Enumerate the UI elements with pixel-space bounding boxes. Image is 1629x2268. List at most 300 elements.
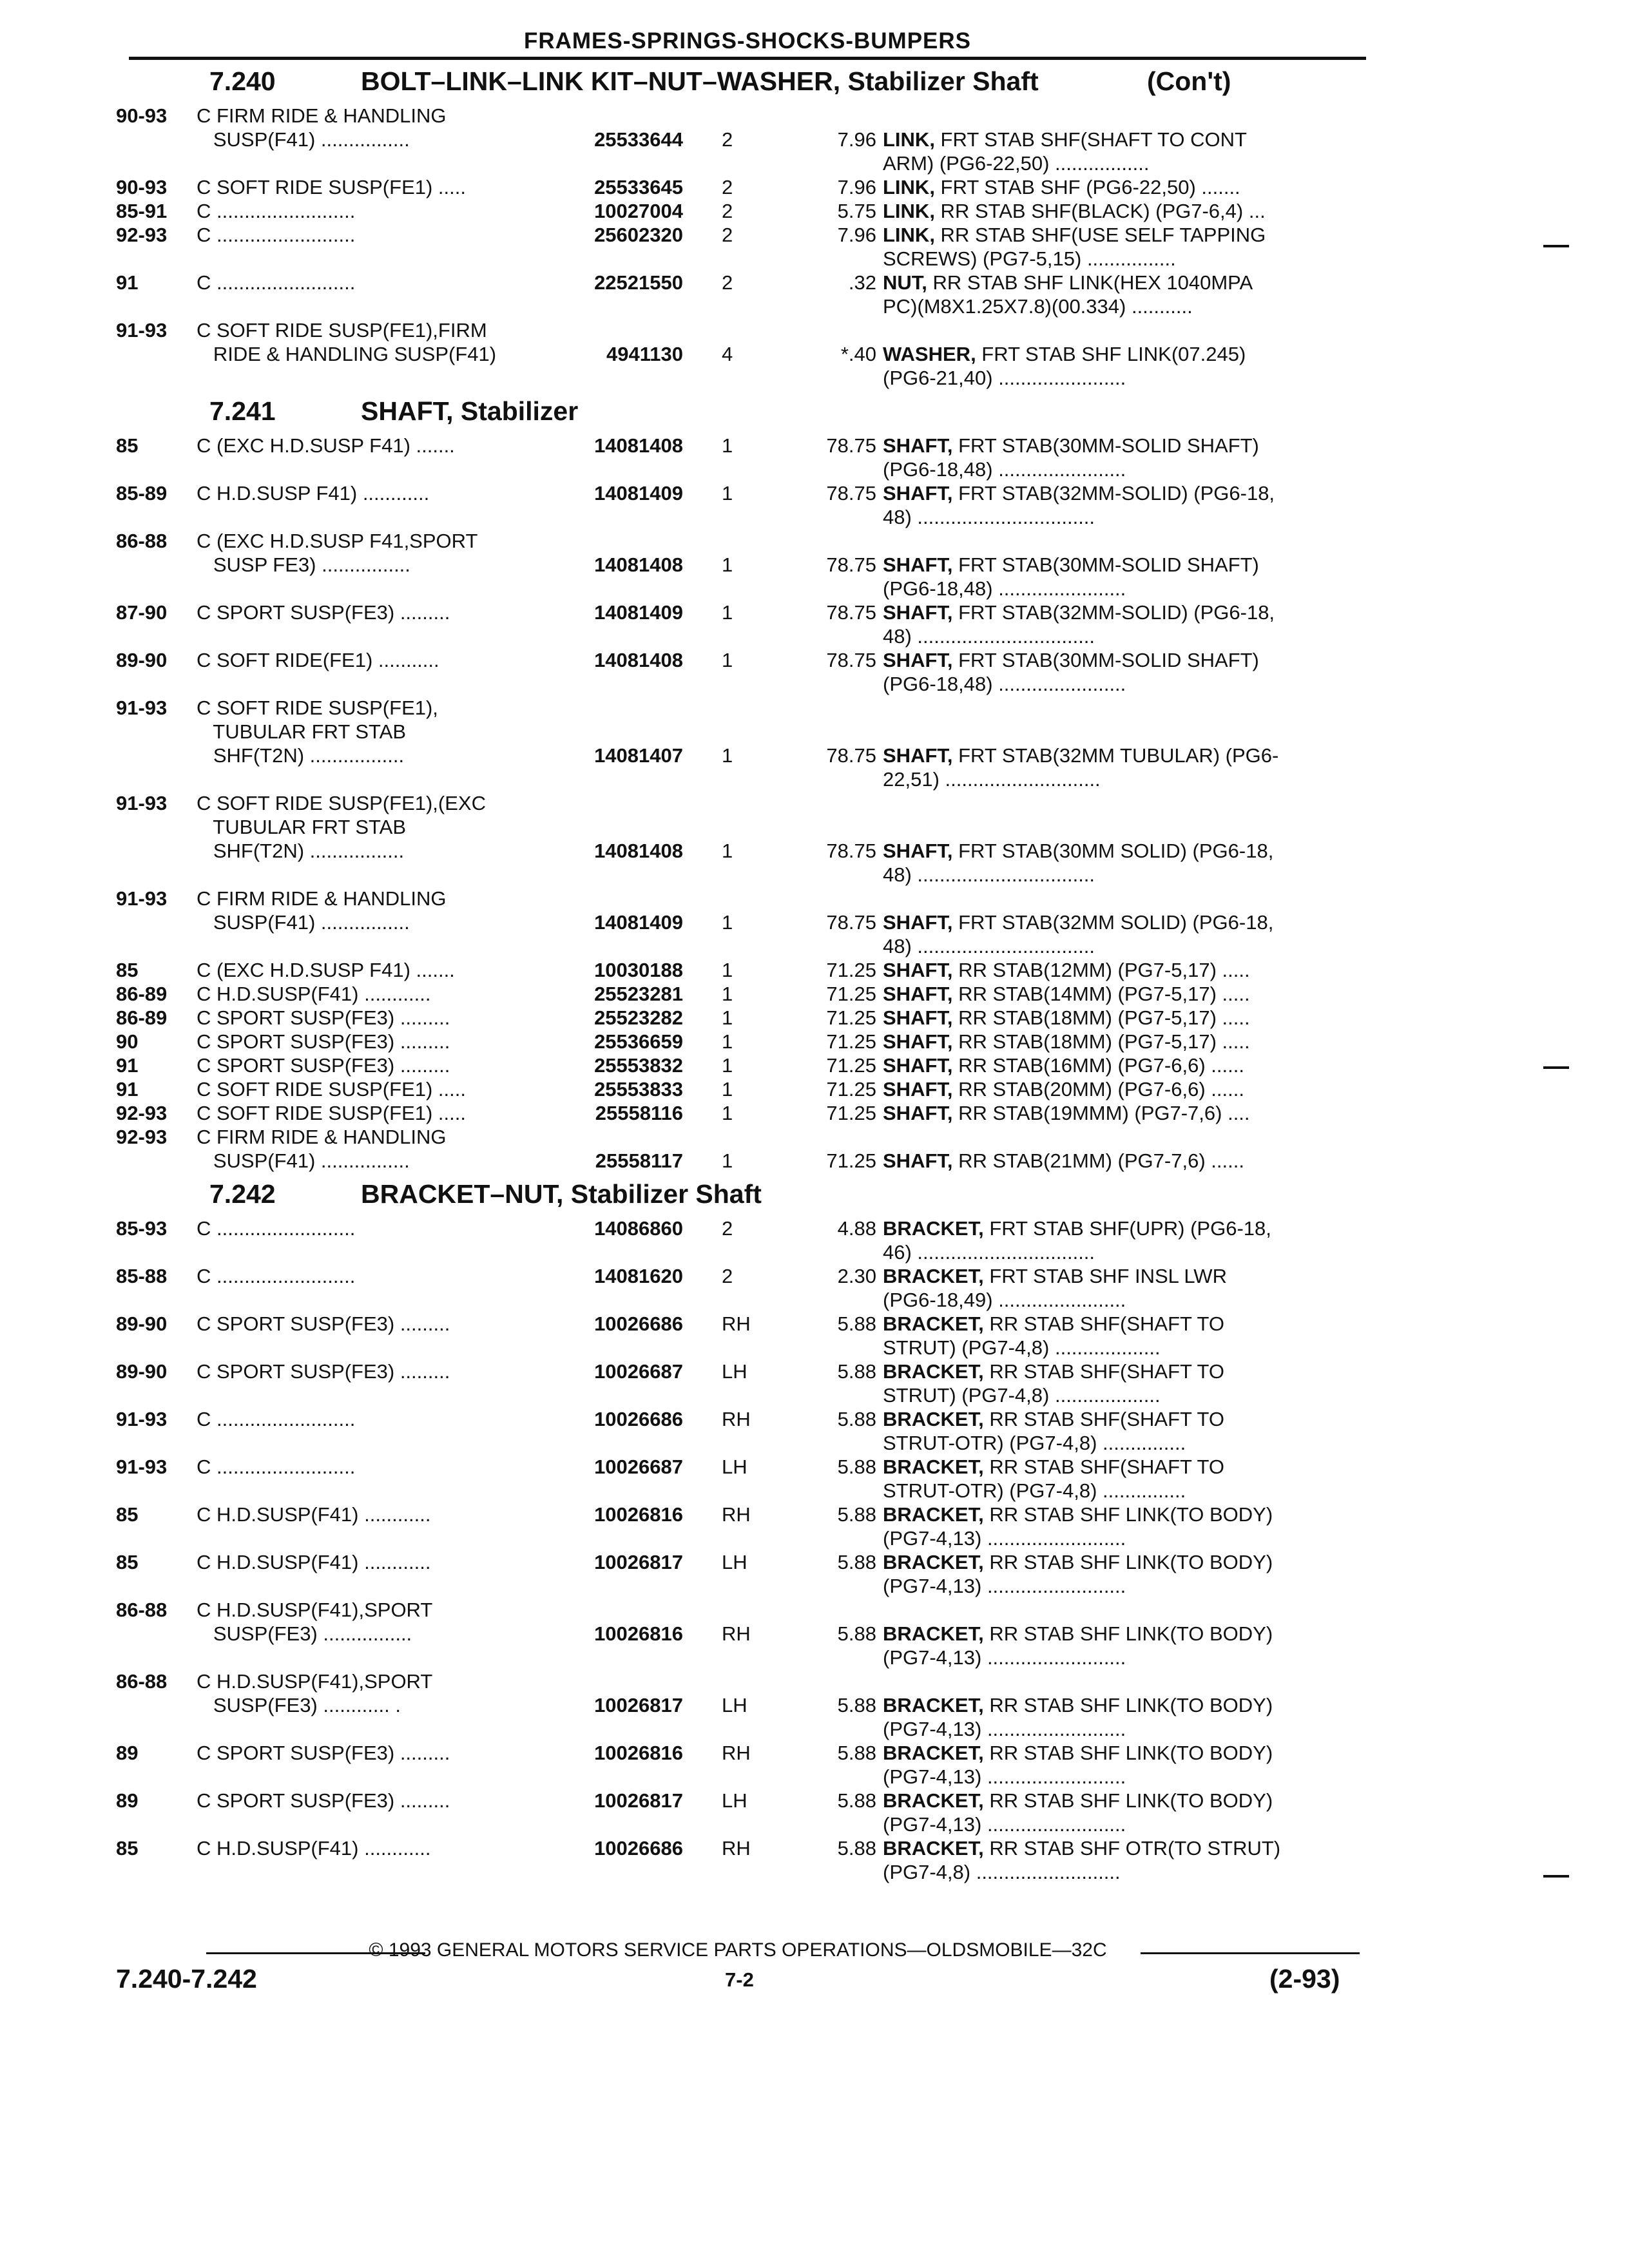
part-number: 25558117 (595, 1149, 683, 1172)
part-name: BRACKET, (883, 1837, 984, 1860)
part-name: SHAFT, (883, 649, 953, 671)
model-years: 89 (116, 1742, 139, 1764)
model-years: 85-91 (116, 200, 168, 222)
part-number: 25553833 (594, 1078, 683, 1100)
part-detail: RR STAB SHF LINK(HEX 1040MPA PC)(M8X1.25X7.8)(00.334) ........... (883, 271, 1253, 318)
section-number: 7.242 (209, 1179, 276, 1209)
part-row (116, 1789, 1353, 1836)
part-price: 2.30 (837, 1265, 876, 1287)
part-quantity: 1 (722, 983, 733, 1005)
part-application: C FIRM RIDE & HANDLING SUSP(F41) ................ (197, 1126, 447, 1172)
part-description (883, 982, 1356, 1006)
section-title (361, 66, 1039, 97)
part-name: SHAFT, (883, 601, 953, 624)
part-application: C SPORT SUSP(FE3) ......... (197, 1030, 450, 1053)
part-name: SHAFT, (883, 1078, 953, 1100)
part-row (116, 104, 1353, 175)
footer-page-number: 7-2 (725, 1968, 754, 1991)
part-detail: RR STAB(16MM) (PG7-6,6) ...... (952, 1054, 1244, 1077)
part-quantity: 1 (722, 959, 733, 981)
part-row (116, 1669, 1353, 1741)
part-application: C SPORT SUSP(FE3) ......... (197, 1360, 450, 1383)
part-detail: RR STAB(12MM) (PG7-5,17) ..... (952, 959, 1250, 981)
margin-tick (1543, 245, 1569, 247)
part-row (116, 223, 1353, 271)
part-detail: FRT STAB SHF(UPR) (PG6-18, 46) ................................ (883, 1217, 1271, 1264)
part-name: SHAFT, (883, 840, 953, 862)
part-description (883, 1053, 1356, 1077)
part-name: BRACKET, (883, 1551, 984, 1573)
model-years: 91-93 (116, 1456, 168, 1478)
model-years: 85 (116, 959, 139, 981)
part-number: 25523281 (594, 983, 683, 1005)
part-price: 71.25 (826, 983, 876, 1005)
part-number: 10026686 (594, 1408, 683, 1430)
part-price: 5.88 (837, 1551, 876, 1573)
part-detail: FRT STAB(32MM TUBULAR) (PG6- 22,51) ............................ (883, 744, 1279, 791)
part-number: 10026817 (594, 1694, 683, 1716)
part-price: 78.75 (826, 840, 876, 862)
part-price: 71.25 (826, 1149, 876, 1172)
part-detail: RR STAB SHF LINK(TO BODY) (PG7-4,13) ......................... (883, 1742, 1273, 1788)
part-application: C ......................... (197, 271, 356, 294)
section-continued: (Con't) (1147, 66, 1231, 96)
part-row (116, 1407, 1353, 1455)
part-name: SHAFT, (883, 1149, 953, 1172)
section-title-sub: Stabilizer Shaft (570, 1179, 762, 1209)
part-quantity: 1 (722, 1078, 733, 1100)
part-detail: RR STAB(21MM) (PG7-7,6) ...... (952, 1149, 1244, 1172)
part-price: 5.88 (837, 1694, 876, 1716)
part-description (883, 1360, 1356, 1407)
part-detail: FRT STAB(30MM-SOLID SHAFT) (PG6-18,48) ....................... (883, 434, 1259, 481)
part-row (116, 601, 1353, 648)
part-quantity: 2 (722, 224, 733, 246)
part-name: LINK, (883, 224, 935, 246)
part-number: 10026687 (594, 1360, 683, 1383)
part-price: 71.25 (826, 1078, 876, 1100)
parts-content (116, 60, 1353, 1884)
part-detail: FRT STAB SHF(SHAFT TO CONT ARM) (PG6-22,50) ................. (883, 128, 1247, 175)
part-detail: RR STAB SHF(SHAFT TO STRUT-OTR) (PG7-4,8) ............... (883, 1408, 1224, 1454)
model-years: 85-88 (116, 1265, 168, 1287)
part-price: 78.75 (826, 744, 876, 767)
part-row (116, 1264, 1353, 1312)
part-detail: RR STAB(18MM) (PG7-5,17) ..... (952, 1030, 1250, 1053)
footer-date: (2-93) (1269, 1964, 1340, 1994)
margin-tick (1543, 1066, 1569, 1069)
part-number: 25533645 (594, 176, 683, 198)
part-quantity: LH (722, 1694, 747, 1716)
part-quantity: LH (722, 1360, 747, 1383)
model-years: 92-93 (116, 224, 168, 246)
part-application: C SPORT SUSP(FE3) ......... (197, 1742, 450, 1764)
part-name: BRACKET, (883, 1789, 984, 1812)
part-description (883, 1312, 1356, 1360)
part-row (116, 1550, 1353, 1598)
model-years: 85-93 (116, 1217, 168, 1240)
part-price: *.40 (840, 343, 876, 365)
part-detail: RR STAB(19MMM) (PG7-7,6) .... (952, 1102, 1250, 1124)
part-detail: RR STAB SHF(USE SELF TAPPING SCREWS) (PG7-5,15) ................ (883, 224, 1266, 270)
part-number: 14081408 (594, 434, 683, 457)
part-detail: RR STAB SHF OTR(TO STRUT) (PG7-4,8) .......................... (883, 1837, 1281, 1883)
section-title-main: BRACKET–NUT, (361, 1179, 571, 1209)
part-description (883, 910, 1356, 958)
model-years: 92-93 (116, 1126, 168, 1148)
part-detail: RR STAB SHF(BLACK) (PG7-6,4) ... (934, 200, 1266, 222)
part-price: 5.88 (837, 1456, 876, 1478)
part-quantity: 1 (722, 434, 733, 457)
part-detail: FRT STAB SHF (PG6-22,50) ....... (934, 176, 1240, 198)
part-description (883, 1006, 1356, 1030)
model-years: 91-93 (116, 887, 168, 910)
part-quantity: 1 (722, 744, 733, 767)
part-name: SHAFT, (883, 911, 953, 934)
part-description (883, 271, 1356, 318)
part-detail: FRT STAB(30MM SOLID) (PG6-18, 48) ................................ (883, 840, 1274, 886)
part-application: C H.D.SUSP(F41) ............ (197, 1503, 431, 1526)
model-years: 87-90 (116, 601, 168, 624)
part-description (883, 434, 1356, 481)
part-quantity: 1 (722, 911, 733, 934)
part-description (883, 1216, 1356, 1264)
part-number: 25523282 (594, 1006, 683, 1029)
part-name: WASHER, (883, 343, 976, 365)
model-years: 90 (116, 1030, 139, 1053)
part-price: 71.25 (826, 1030, 876, 1053)
catalog-page (116, 26, 1353, 1884)
part-detail: RR STAB SHF LINK(TO BODY) (PG7-4,13) ......................... (883, 1503, 1273, 1550)
part-quantity: 1 (722, 649, 733, 671)
section-heading (116, 1173, 1353, 1216)
part-price: 78.75 (826, 601, 876, 624)
part-detail: RR STAB SHF(SHAFT TO STRUT) (PG7-4,8) ................... (883, 1312, 1224, 1359)
model-years: 90-93 (116, 104, 168, 127)
part-price: 7.96 (837, 128, 876, 151)
part-quantity: RH (722, 1742, 751, 1764)
part-price: 71.25 (826, 1102, 876, 1124)
part-description (883, 1741, 1356, 1789)
model-years: 89-90 (116, 649, 168, 671)
footer-rule-right (1141, 1952, 1360, 1954)
part-detail: FRT STAB(30MM-SOLID SHAFT) (PG6-18,48) ....................... (883, 649, 1259, 695)
part-quantity: LH (722, 1551, 747, 1573)
part-application: C H.D.SUSP(F41) ............ (197, 983, 431, 1005)
part-application: C (EXC H.D.SUSP F41,SPORT SUSP FE3) ................ (197, 530, 478, 576)
part-detail: RR STAB SHF LINK(TO BODY) (PG7-4,13) ......................... (883, 1694, 1273, 1740)
part-name: BRACKET, (883, 1503, 984, 1526)
part-number: 10026816 (594, 1742, 683, 1764)
model-years: 91-93 (116, 697, 168, 719)
part-detail: FRT STAB(30MM-SOLID SHAFT) (PG6-18,48) ....................... (883, 553, 1259, 600)
part-row (116, 887, 1353, 958)
part-name: BRACKET, (883, 1360, 984, 1383)
part-application: C SOFT RIDE SUSP(FE1),FIRM RIDE & HANDLING SUSP(F41) (197, 319, 497, 365)
part-row (116, 1053, 1353, 1077)
part-description (883, 1836, 1356, 1884)
part-name: NUT, (883, 271, 927, 294)
part-application: C FIRM RIDE & HANDLING SUSP(F41) ................ (197, 104, 447, 151)
part-description (883, 1455, 1356, 1503)
part-number: 14081408 (594, 553, 683, 576)
margin-tick (1543, 1875, 1569, 1878)
part-description (883, 1789, 1356, 1836)
part-row (116, 481, 1353, 529)
part-application: C ......................... (197, 1217, 356, 1240)
part-price: 71.25 (826, 1006, 876, 1029)
part-application: C ......................... (197, 1408, 356, 1430)
part-application: C SPORT SUSP(FE3) ......... (197, 1789, 450, 1812)
part-detail: RR STAB SHF LINK(TO BODY) (PG7-4,13) ......................... (883, 1551, 1273, 1597)
part-number: 14081409 (594, 482, 683, 505)
part-quantity: 2 (722, 1265, 733, 1287)
part-number: 14081620 (594, 1265, 683, 1287)
part-price: 5.88 (837, 1622, 876, 1645)
part-number: 14081408 (594, 649, 683, 671)
part-description (883, 1149, 1356, 1173)
part-number: 10027004 (594, 200, 683, 222)
part-number: 10026686 (594, 1837, 683, 1860)
part-quantity: 1 (722, 1054, 733, 1077)
part-description (883, 1264, 1356, 1312)
part-detail: FRT STAB(32MM SOLID) (PG6-18, 48) ................................ (883, 911, 1274, 957)
model-years: 85-89 (116, 482, 168, 505)
part-quantity: LH (722, 1789, 747, 1812)
part-quantity: LH (722, 1456, 747, 1478)
part-number: 14081409 (594, 601, 683, 624)
part-description (883, 1101, 1356, 1125)
model-years: 91 (116, 1054, 139, 1077)
part-price: 78.75 (826, 553, 876, 576)
part-application: C (EXC H.D.SUSP F41) ....... (197, 434, 455, 457)
part-number: 14081408 (594, 840, 683, 862)
part-detail: FRT STAB SHF LINK(07.245) (PG6-21,40) ....................... (883, 343, 1246, 389)
part-name: BRACKET, (883, 1217, 984, 1240)
part-application: C ......................... (197, 1456, 356, 1478)
part-quantity: 1 (722, 553, 733, 576)
part-name: SHAFT, (883, 434, 953, 457)
model-years: 86-88 (116, 530, 168, 552)
model-years: 91-93 (116, 1408, 168, 1430)
model-years: 85 (116, 434, 139, 457)
part-description (883, 342, 1356, 390)
part-application: C ......................... (197, 1265, 356, 1287)
part-description (883, 199, 1356, 223)
part-application: C SPORT SUSP(FE3) ......... (197, 1054, 450, 1077)
part-application: C H.D.SUSP(F41),SPORT SUSP(FE3) ............ . (197, 1670, 433, 1716)
part-description (883, 1622, 1356, 1669)
part-application: C SOFT RIDE SUSP(FE1) ..... (197, 1078, 466, 1100)
section-title (361, 396, 578, 427)
part-description (883, 839, 1356, 887)
part-price: 4.88 (837, 1217, 876, 1240)
part-row (116, 318, 1353, 390)
part-description (883, 128, 1356, 175)
model-years: 91-93 (116, 792, 168, 814)
section-title-main: SHAFT, (361, 396, 461, 426)
part-detail: RR STAB(18MM) (PG7-5,17) ..... (952, 1006, 1250, 1029)
part-number: 25602320 (594, 224, 683, 246)
part-quantity: 1 (722, 1030, 733, 1053)
part-number: 25533644 (594, 128, 683, 151)
part-description (883, 1693, 1356, 1741)
part-number: 10026687 (594, 1456, 683, 1478)
part-application: C ......................... (197, 200, 356, 222)
part-detail: FRT STAB(32MM-SOLID) (PG6-18, 48) ................................ (883, 601, 1275, 648)
part-name: BRACKET, (883, 1265, 984, 1287)
part-name: SHAFT, (883, 553, 953, 576)
part-price: 7.96 (837, 176, 876, 198)
model-years: 85 (116, 1837, 139, 1860)
part-number: 22521550 (594, 271, 683, 294)
part-description (883, 601, 1356, 648)
part-row (116, 1455, 1353, 1503)
section-title-sub: Stabilizer (460, 396, 579, 426)
part-name: SHAFT, (883, 482, 953, 505)
part-price: 7.96 (837, 224, 876, 246)
part-row (116, 791, 1353, 887)
part-row (116, 696, 1353, 791)
part-number: 10030188 (594, 959, 683, 981)
section-title-sub: Stabilizer Shaft (847, 66, 1039, 96)
part-name: BRACKET, (883, 1312, 984, 1335)
part-row (116, 1598, 1353, 1669)
part-name: BRACKET, (883, 1408, 984, 1430)
part-row (116, 1006, 1353, 1030)
part-row (116, 648, 1353, 696)
part-number: 14081409 (594, 911, 683, 934)
part-description (883, 481, 1356, 529)
part-quantity: 2 (722, 200, 733, 222)
part-quantity: RH (722, 1622, 751, 1645)
model-years: 91-93 (116, 319, 168, 341)
part-price: 71.25 (826, 1054, 876, 1077)
part-description (883, 1407, 1356, 1455)
model-years: 89-90 (116, 1312, 168, 1335)
part-price: 78.75 (826, 482, 876, 505)
part-description (883, 1550, 1356, 1598)
part-row (116, 175, 1353, 199)
part-row (116, 1030, 1353, 1053)
part-number: 4941130 (606, 343, 683, 365)
model-years: 85 (116, 1503, 139, 1526)
part-price: 5.88 (837, 1312, 876, 1335)
part-price: 78.75 (826, 911, 876, 934)
part-application: C H.D.SUSP(F41),SPORT SUSP(FE3) ................ (197, 1599, 433, 1645)
part-price: 71.25 (826, 959, 876, 981)
part-quantity: 1 (722, 1102, 733, 1124)
part-quantity: RH (722, 1503, 751, 1526)
part-price: 5.88 (837, 1360, 876, 1383)
part-application: C SOFT RIDE SUSP(FE1),(EXC TUBULAR FRT STAB SHF(T2N) ................. (197, 792, 486, 862)
part-detail: RR STAB SHF LINK(TO BODY) (PG7-4,13) ......................... (883, 1622, 1273, 1669)
part-row (116, 1741, 1353, 1789)
part-price: 78.75 (826, 649, 876, 671)
part-application: C SOFT RIDE SUSP(FE1) ..... (197, 1102, 466, 1124)
part-name: BRACKET, (883, 1742, 984, 1764)
part-name: BRACKET, (883, 1694, 984, 1716)
part-row (116, 199, 1353, 223)
part-row (116, 1101, 1353, 1125)
part-quantity: RH (722, 1408, 751, 1430)
part-quantity: 2 (722, 271, 733, 294)
part-number: 14081407 (594, 744, 683, 767)
part-row (116, 1125, 1353, 1173)
part-row (116, 1216, 1353, 1264)
part-number: 10026686 (594, 1312, 683, 1335)
model-years: 86-89 (116, 1006, 168, 1029)
model-years: 91 (116, 1078, 139, 1100)
part-description (883, 1503, 1356, 1550)
part-row (116, 1360, 1353, 1407)
part-detail: RR STAB SHF(SHAFT TO STRUT-OTR) (PG7-4,8) ............... (883, 1456, 1224, 1502)
model-years: 86-88 (116, 1670, 168, 1693)
part-detail: RR STAB SHF LINK(TO BODY) (PG7-4,13) ......................... (883, 1789, 1273, 1836)
section-title (361, 1179, 762, 1209)
part-quantity: 1 (722, 1006, 733, 1029)
part-number: 25553832 (594, 1054, 683, 1077)
part-application: C ......................... (197, 224, 356, 246)
part-application: C SPORT SUSP(FE3) ......... (197, 1006, 450, 1029)
part-row (116, 1836, 1353, 1884)
part-description (883, 553, 1356, 601)
part-row (116, 958, 1353, 982)
part-application: C H.D.SUSP F41) ............ (197, 482, 430, 505)
part-number: 10026816 (594, 1503, 683, 1526)
part-price: .32 (848, 271, 876, 294)
part-name: SHAFT, (883, 1030, 953, 1053)
part-price: 5.75 (837, 200, 876, 222)
part-row (116, 982, 1353, 1006)
model-years: 86-88 (116, 1599, 168, 1621)
part-quantity: 2 (722, 1217, 733, 1240)
part-number: 10026817 (594, 1789, 683, 1812)
part-price: 5.88 (837, 1789, 876, 1812)
part-detail: RR STAB(14MM) (PG7-5,17) ..... (952, 983, 1250, 1005)
part-row (116, 1312, 1353, 1360)
part-application: C SOFT RIDE SUSP(FE1), TUBULAR FRT STAB SHF(T2N) ................. (197, 697, 438, 767)
part-quantity: 1 (722, 1149, 733, 1172)
part-name: SHAFT, (883, 1006, 953, 1029)
part-row (116, 1503, 1353, 1550)
section-heading (116, 60, 1353, 104)
part-row (116, 529, 1353, 601)
page-header: FRAMES-SPRINGS-SHOCKS-BUMPERS (523, 28, 972, 53)
part-number: 14086860 (594, 1217, 683, 1240)
part-description (883, 1030, 1356, 1053)
part-description (883, 958, 1356, 982)
section-title-main: BOLT–LINK–LINK KIT–NUT–WASHER, (361, 66, 848, 96)
part-name: SHAFT, (883, 959, 953, 981)
part-number: 10026816 (594, 1622, 683, 1645)
part-application: C SOFT RIDE SUSP(FE1) ..... (197, 176, 466, 198)
part-name: SHAFT, (883, 1102, 953, 1124)
part-price: 5.88 (837, 1503, 876, 1526)
part-name: BRACKET, (883, 1456, 984, 1478)
model-years: 91 (116, 271, 139, 294)
part-row (116, 434, 1353, 481)
part-detail: RR STAB(20MM) (PG7-6,6) ...... (952, 1078, 1244, 1100)
part-name: LINK, (883, 176, 935, 198)
part-quantity: RH (722, 1312, 751, 1335)
part-application: C H.D.SUSP(F41) ............ (197, 1551, 431, 1573)
part-quantity: 2 (722, 128, 733, 151)
part-quantity: 1 (722, 601, 733, 624)
part-description (883, 648, 1356, 696)
part-row (116, 271, 1353, 318)
part-name: SHAFT, (883, 1054, 953, 1077)
